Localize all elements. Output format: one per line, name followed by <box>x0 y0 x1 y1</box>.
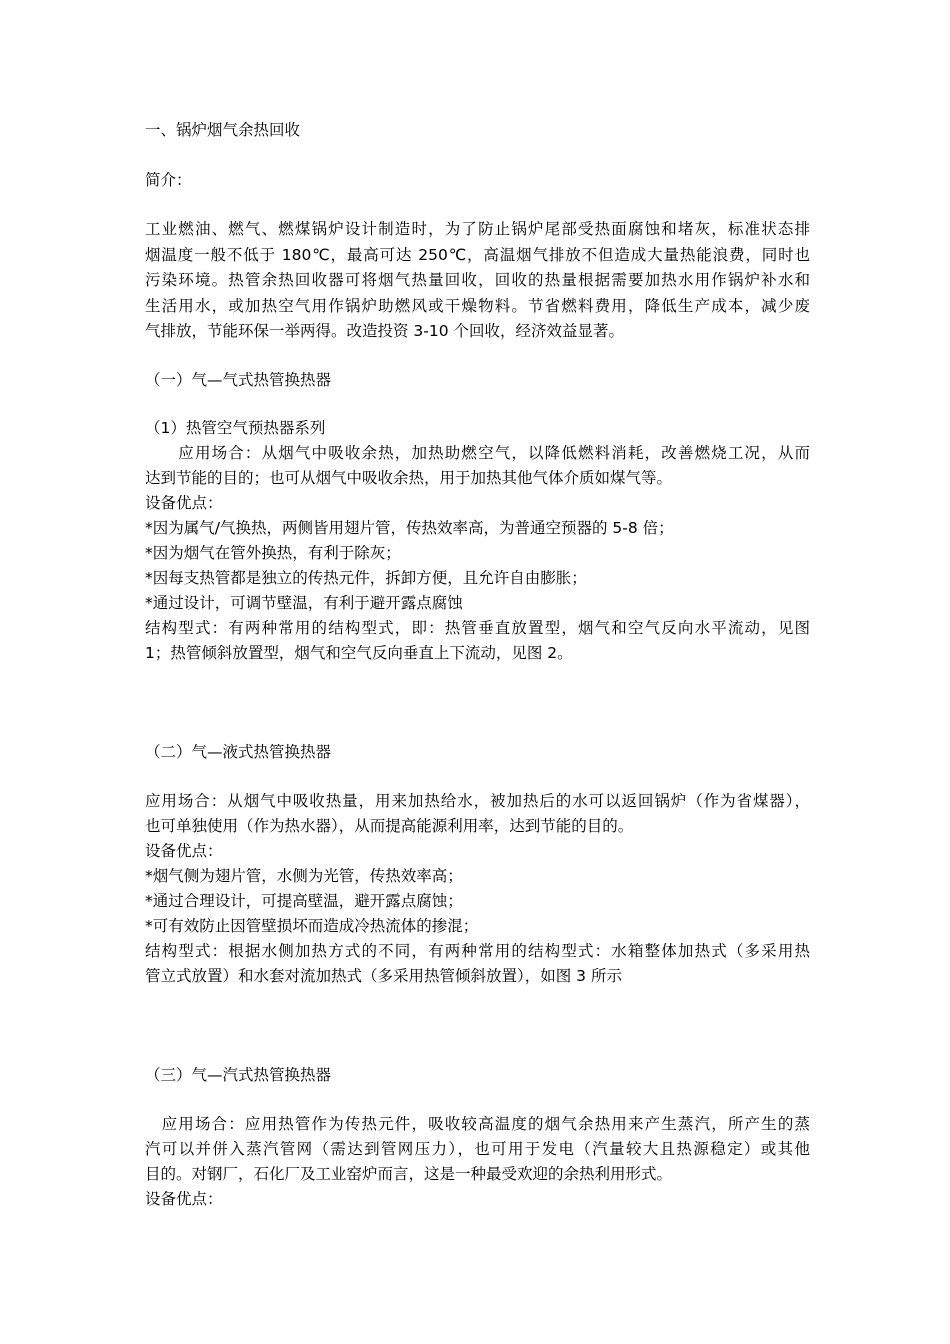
section-1-subheading: （1）热管空气预热器系列 <box>145 419 326 437</box>
intro-line: 烟温度一般不低于 180℃，最高可达 250℃，高温烟气排放不但造成大量热能浪费，同时也 <box>145 246 810 264</box>
section-3-application-line: 汽可以并併入蒸汽管网（需达到管网压力），也可用于发电（汽量较大且热源稳定）或其他 <box>145 1140 810 1158</box>
intro-heading: 简介： <box>145 171 192 189</box>
section-1-bullet: *因为烟气在管外换热，有利于除灰； <box>145 544 401 562</box>
section-1-application-line: 应用场合：从烟气中吸收余热，加热助燃空气，以降低燃料消耗，改善燃烧工况，从而 <box>145 444 810 462</box>
section-3-application-line: 目的。对钢厂，石化厂及工业窑炉而言，这是一种最受欢迎的余热利用形式。 <box>145 1165 673 1183</box>
section-1-advantages-label: 设备优点： <box>145 494 223 512</box>
intro-line: 生活用水，或加热空气用作锅炉助燃风或干燥物料。节省燃料费用，降低生产成本，减少废 <box>145 297 810 315</box>
section-1-application-line: 达到节能的目的；也可从烟气中吸收余热，用于加热其他气体介质如煤气等。 <box>145 469 673 487</box>
section-2-structure-line: 结构型式：根据水侧加热方式的不同，有两种常用的结构型式：水箱整体加热式（多采用热 <box>145 942 810 960</box>
section-2-advantages-label: 设备优点： <box>145 842 223 860</box>
section-3-advantages-label: 设备优点： <box>145 1190 223 1208</box>
section-2-bullet: *可有效防止因管壁损坏而造成冷热流体的掺混； <box>145 917 479 935</box>
intro-line: 气排放，节能环保一举两得。改造投资 3-10 个回收，经济效益显著。 <box>145 322 625 340</box>
section-2-application-line: 应用场合：从烟气中吸收热量，用来加热给水，被加热后的水可以返回锅炉（作为省煤器）， <box>145 792 810 810</box>
section-1-bullet: *因为属气/气换热，两侧皆用翅片管，传热效率高，为普通空预器的 5-8 倍； <box>145 519 674 537</box>
section-3-application-line: 应用场合：应用热管作为传热元件，吸收较高温度的烟气余热用来产生蒸汽，所产生的蒸 <box>145 1115 810 1133</box>
section-1-structure-line: 1；热管倾斜放置型，烟气和空气反向垂直上下流动，见图 2。 <box>145 644 573 662</box>
intro-line: 工业燃油、燃气、燃煤锅炉设计制造时，为了防止锅炉尾部受热面腐蚀和堵灰，标准状态排 <box>145 220 810 238</box>
section-2-heading: （二）气—液式热管换热器 <box>145 743 332 761</box>
section-3-heading: （三）气—汽式热管换热器 <box>145 1066 332 1084</box>
section-2-structure-line: 管立式放置）和水套对流加热式（多采用热管倾斜放置），如图 3 所示 <box>145 967 622 985</box>
section-1-structure-line: 结构型式：有两种常用的结构型式，即：热管垂直放置型，烟气和空气反向水平流动，见图 <box>145 619 810 637</box>
section-2-application-line: 也可单独使用（作为热水器），从而提高能源利用率，达到节能的目的。 <box>145 817 634 835</box>
section-1-heading: （一）气—气式热管换热器 <box>145 371 332 389</box>
section-1-bullet: *因每支热管都是独立的传热元件，拆卸方便，且允许自由膨胀； <box>145 569 587 587</box>
section-1-bullet: *通过设计，可调节壁温，有利于避开露点腐蚀 <box>145 594 463 612</box>
section-2-bullet: *通过合理设计，可提高壁温，避开露点腐蚀； <box>145 892 463 910</box>
document-title: 一、锅炉烟气余热回收 <box>145 121 301 139</box>
intro-line: 污染环境。热管余热回收器可将烟气热量回收，回收的热量根据需要加热水用作锅炉补水和 <box>145 271 810 289</box>
section-2-bullet: *烟气侧为翅片管，水侧为光管，传热效率高； <box>145 867 463 885</box>
